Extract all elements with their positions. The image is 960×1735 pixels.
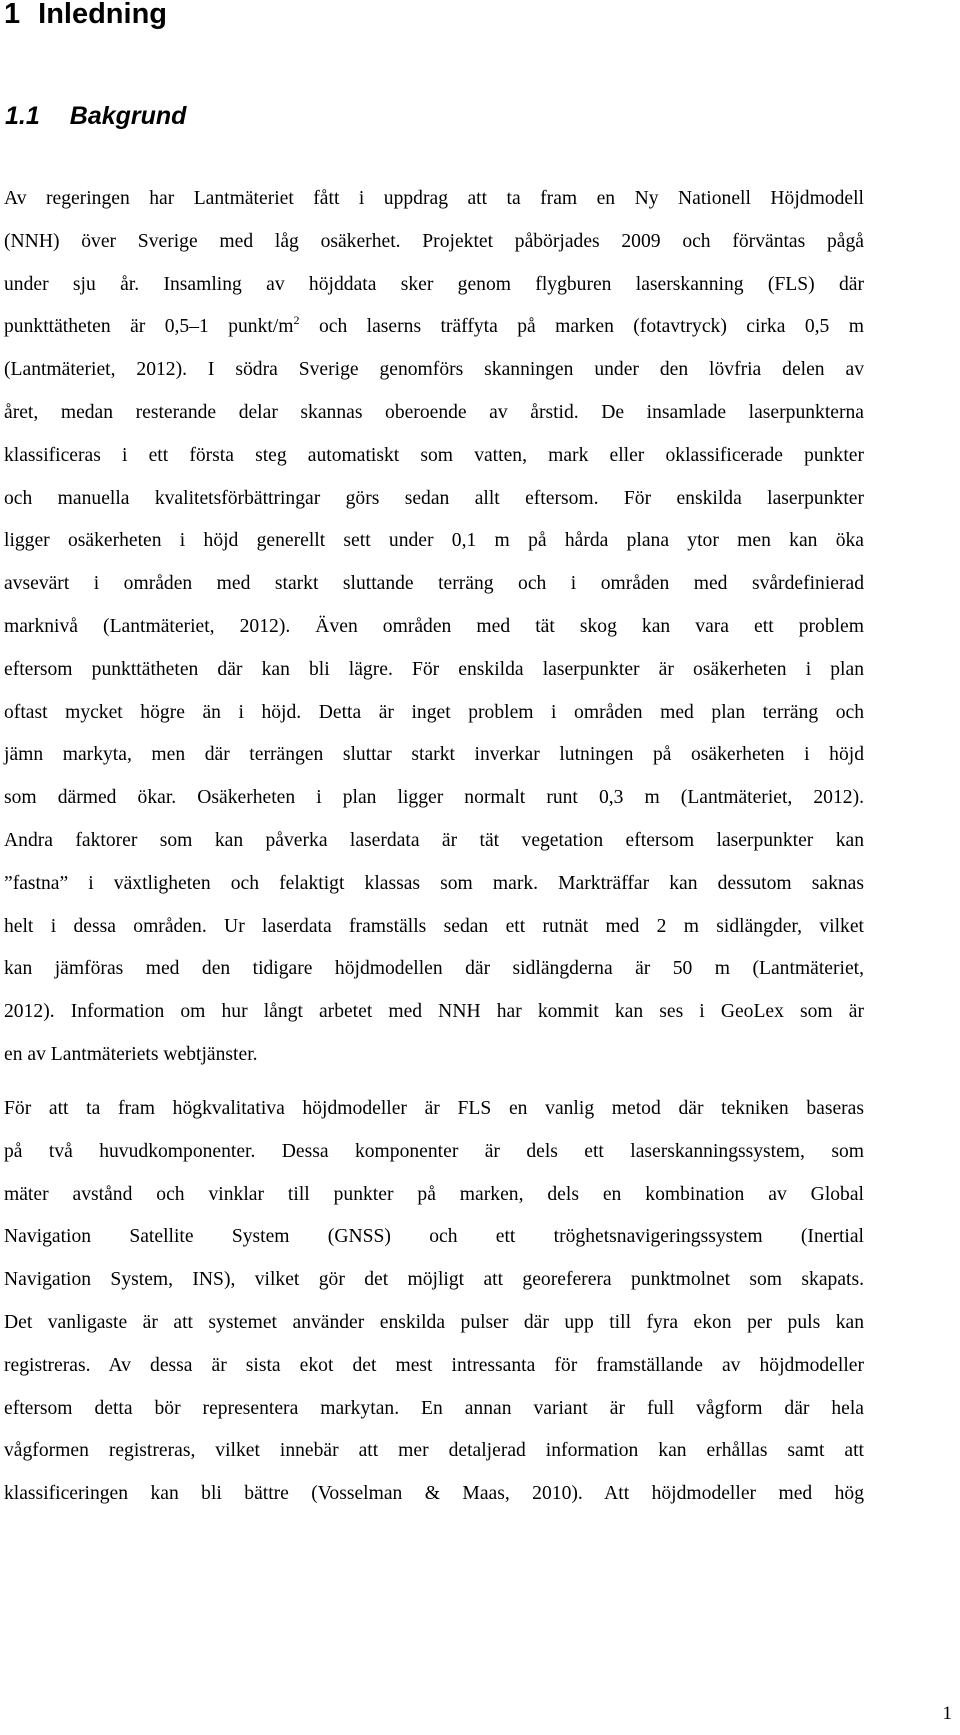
paragraph-line: avsevärt i områden med starkt sluttande terräng och i områden med svårdefinierad: [4, 573, 864, 595]
paragraph-line: Det vanligaste är att systemet använder enskilda pulser där upp till fyra ekon per puls kan: [4, 1311, 864, 1333]
paragraph-line: För att ta fram högkvalitativa höjdmodeller är FLS en vanlig metod där tekniken baseras: [4, 1098, 864, 1119]
paragraph-line: klassificeringen kan bli bättre (Vosselman & Maas, 2010). Att höjdmodeller med hög: [4, 1483, 864, 1505]
chapter-title: Inledning: [38, 0, 168, 30]
paragraph-line: en av Lantmäteriets webtjänster.: [4, 1043, 258, 1065]
paragraph-line: kan jämföras med den tidigare höjdmodellen där sidlängderna är 50 m (Lantmäteriet,: [4, 958, 864, 980]
section-title: Bakgrund: [69, 102, 187, 130]
paragraph-line: eftersom detta bör representera markytan. En annan variant är full vågform där hela: [4, 1397, 864, 1419]
paragraph-line: och manuella kvalitetsförbättringar görs sedan allt eftersom. För enskilda laserpunkter: [4, 487, 864, 509]
paragraph-line: vågformen registreras, vilket innebär att mer detaljerad information kan erhållas samt att: [4, 1440, 864, 1462]
page-number: 1: [942, 1703, 952, 1724]
line-text: och laserns träffyta på marken (fotavtryck) cirka 0,5 m: [299, 316, 864, 338]
paragraph-line-with-superscript: [4, 306, 864, 349]
line-text: punkttätheten är 0,5–1 punkt/m: [4, 316, 294, 338]
paragraph-line: året, medan resterande delar skannas oberoende av årstid. De insamlade laserpunkterna: [4, 401, 864, 423]
chapter-number: 1: [4, 0, 21, 30]
paragraph-line: Andra faktorer som kan påverka laserdata är tät vegetation eftersom laserpunkter kan: [4, 829, 864, 851]
paragraph-line: klassificeras i ett första steg automatiskt som vatten, mark eller oklassificerade punkter: [4, 444, 864, 466]
paragraph-line: på två huvudkomponenter. Dessa komponenter är dels ett laserskanningssystem, som: [4, 1140, 864, 1162]
paragraph-line: oftast mycket högre än i höjd. Detta är inget problem i områden med plan terräng och: [4, 701, 864, 723]
paragraph-line: jämn markyta, men där terrängen sluttar starkt inverkar lutningen på osäkerheten i höjd: [4, 744, 864, 766]
paragraph-line: (NNH) över Sverige med låg osäkerhet. Projektet påbörjades 2009 och förväntas pågå: [4, 230, 864, 252]
paragraph-line: helt i dessa områden. Ur laserdata framställs sedan ett rutnät med 2 m sidlängder, vilket: [4, 915, 864, 937]
paragraph-line: mäter avstånd och vinklar till punkter på marken, dels en kombination av Global: [4, 1183, 864, 1205]
paragraph-line: Navigation Satellite System (GNSS) och ett tröghetsnavigeringssystem (Inertial: [4, 1226, 864, 1248]
paragraph-background: [4, 178, 864, 1077]
section-heading: [5, 96, 186, 136]
paragraph-line: under sju år. Insamling av höjddata sker genom flygburen laserskanning (FLS) där: [4, 273, 864, 295]
paragraph-line: ligger osäkerheten i höjd generellt sett under 0,1 m på hårda plana ytor men kan öka: [4, 530, 864, 552]
section-number: 1.1: [5, 102, 40, 130]
chapter-heading: [4, 0, 167, 34]
paragraph-line: 2012). Information om hur långt arbetet med NNH har kommit kan ses i GeoLex som är: [4, 1001, 864, 1023]
paragraph-line: (Lantmäteriet, 2012). I södra Sverige genomförs skanningen under den lövfria delen av: [4, 359, 864, 381]
paragraph-fls: [4, 1088, 864, 1516]
paragraph-line: eftersom punkttätheten där kan bli lägre. För enskilda laserpunkter är osäkerheten i plan: [4, 658, 864, 680]
paragraph-line: Navigation System, INS), vilket gör det möjligt att georeferera punktmolnet som skapats.: [4, 1269, 864, 1291]
paragraph-line: Av regeringen har Lantmäteriet fått i uppdrag att ta fram en Ny Nationell Höjdmodell: [4, 188, 864, 209]
paragraph-line: ”fastna” i växtligheten och felaktigt klassas som mark. Markträffar kan dessutom saknas: [4, 872, 864, 894]
paragraph-line: marknivå (Lantmäteriet, 2012). Även områden med tät skog kan vara ett problem: [4, 615, 864, 637]
superscript: 2: [293, 313, 300, 328]
paragraph-line: som därmed ökar. Osäkerheten i plan ligger normalt runt 0,3 m (Lantmäteriet, 2012).: [4, 787, 864, 809]
paragraph-line: registreras. Av dessa är sista ekot det mest intressanta för framställande av höjdmodeller: [4, 1354, 864, 1376]
